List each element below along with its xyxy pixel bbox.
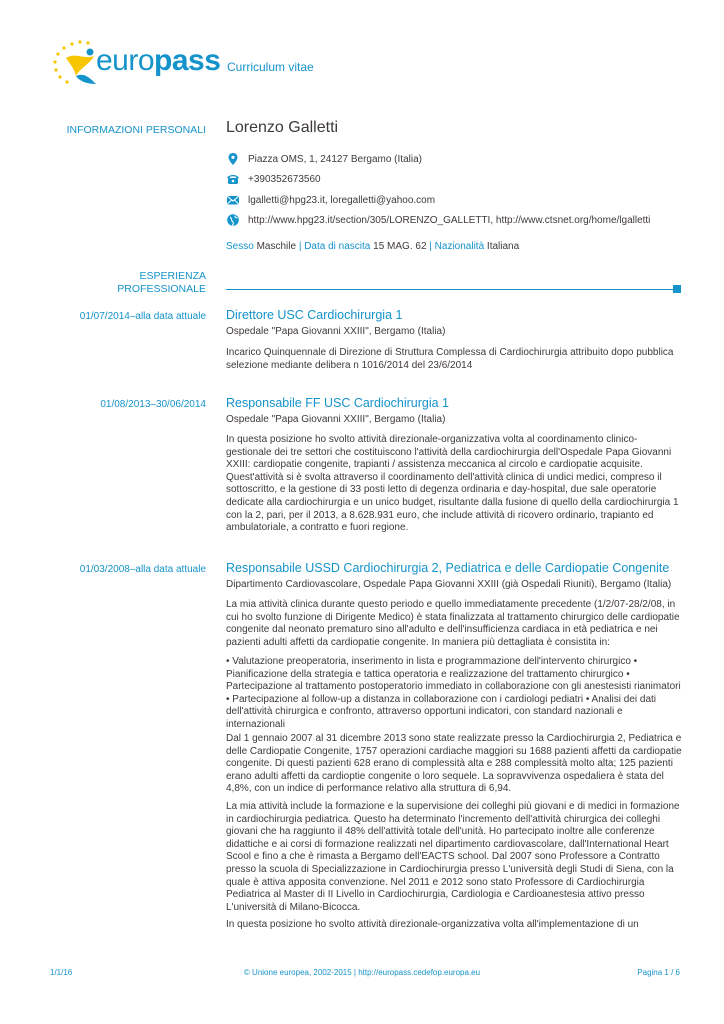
job-description: In questa posizione ho svolto attività direzionale-organizzativa volta al coordinamento clinico-gestionale dei tre settori che costituiscono l'attività della cardiochirurgia dell'Ospedale Papa Giovanni XXIII: cardiopatie congenite, trapianti / assistenza meccanica al circolo e cardiopatie acquisite. Quest'attività si è svolta attraverso il coordinamento dell'attività clinica di undici medici, compreso il sottoscritto, e la gestione di 33 posti letto di degenza ordinaria e day-hospital, due sale operatorie dedicate alla cardiochirurgia e un unico budget, risultante dalla fusione di quello della cardiochirurgia 1 con la 2, pari, per il 2013, a 8.628.931 euro, che include attività di ricovero ordinario, trapianto ed ambulatoriale, a contratto e fuori regione. [226,434,679,534]
job-title: Responsabile USSD Cardiochirurgia 2, Pediatrica e delle Cardiopatie Congenite [226,561,670,575]
section-label-line-2: PROFESSIONALE [117,283,206,295]
contact-phone [226,172,321,186]
job-description: Incarico Quinquennale di Direzione di Struttura Complessa di Cardiochirurgia attribuito dopo pubblica selezione mediante delibera n 1016/2014 del 23/6/2014 [226,347,674,371]
contact-email [226,193,435,207]
birth-value: 15 MAG. 62 [373,241,427,252]
footer-page-number: Pagina 1 / 6 [637,968,680,977]
job-dates: 01/03/2008–alla data attuale [79,564,206,575]
job-title: Responsabile FF USC Cardiochirurgia 1 [226,396,450,410]
sex-value: Maschile [256,241,297,252]
europass-wordmark [96,44,220,78]
contact-website [226,213,650,227]
person-name: Lorenzo Galletti [226,119,339,136]
job-title: Direttore USC Cardiochirurgia 1 [226,308,403,322]
address-text: Piazza OMS, 1, 24127 Bergamo (Italia) [248,153,422,165]
job-dates: 01/07/2014–alla data attuale [79,311,206,322]
footer-copyright: © Unione europea, 2002-2015 | http://europass.cedefop.europa.eu [243,968,481,977]
logo-text-bold: pass [154,44,221,77]
job-dates: 01/08/2013–30/06/2014 [100,399,206,410]
sex-label: Sesso [226,241,254,252]
job-employer: Ospedale "Papa Giovanni XXIII", Bergamo (Italia) [226,414,446,425]
section-label-personal: INFORMAZIONI PERSONALI [66,124,206,136]
job-description: In questa posizione ho svolto attività direzionale-organizzativa volta all'implementazione di un [226,919,639,930]
job-description: • Valutazione preoperatoria, inserimento in lista e programmazione dell'intervento chirurgico • Pianificazione della strategia e tattica operatoria e realizzazione del trattamento chirurgico • Partecipazione al trattamento postoperatorio immediato in collaborazione con gli anestesisti rianimatori • Partecipazione al follow-up a distanza in collaborazione con i cardiologi pediatri • Analisi dei dati dell'attività chirurgica e confronto, attraverso opportuni indicatori, con standard nazionali e internazionali [226,656,681,730]
footer-date: 1/1/16 [50,968,73,977]
job-description: La mia attività include la formazione e la supervisione dei colleghi più giovani e di medici in formazione in cardiochirurgia pediatrica. Questo ha determinato l'incremento dell'attività chirurgica dei colleghi giovani che ha raggiunto il 48% dell'attività totale dell'unità. Ho partecipato inoltre alle conferenze didattiche e ai corsi di formazione realizzati nel dipartimento cardiovascolare, dall'International Heart Scool e fino a che è rimasta a Bergamo dell'EACTS school. Dal 2007 sono Professore a Contratto presso la scuola di Specializzazione in Cardiochirurgia presso L'università degli Studi di Siena, con la quale è attiva apposita convenzione. Nel 2011 e 2012 sono stato Professore di Cardiochirurgia Pediatrica al Master di II Livello in Cardiochirurgia, Cardiologia e Cardioanestesia attivo presso L'università di Milano-Bicocca. [226,801,680,913]
logo-text-light: euro [96,44,155,77]
personal-details-line [226,241,519,252]
phone-text: +390352673560 [248,173,321,185]
job-description: Dal 1 gennaio 2007 al 31 dicembre 2013 sono state realizzate presso la Cardiochirurgia 2, Pediatrica e delle Cardiopatie Congenite, 1757 operazioni cardiache maggiori su 1688 pazienti affetti da cardiopatie congenite. Di questi pazienti 628 erano di complessità alta e 288 complessità molto alta; 125 pazienti erano adulti affetti da cardioptie congenite o loro sequele. La sopravvivenza ospedaliera è stata del 4,8%, con un indice di performance relativo alla struttura di 6,94. [226,733,682,795]
separator: | [426,241,435,252]
contact-address [226,152,422,166]
website-icon [226,213,240,227]
section-label-experience [117,270,206,296]
section-divider [226,289,678,290]
website-text[interactable]: http://www.hpg23.it/section/305/LORENZO_GALLETTI, http://www.ctsnet.org/home/lgalletti [248,214,651,226]
nationality-label: Nazionalità [434,241,485,252]
section-divider-marker [673,285,681,293]
phone-icon [226,172,240,186]
separator: | [296,241,305,252]
location-icon [226,152,240,166]
job-employer: Ospedale "Papa Giovanni XXIII", Bergamo (Italia) [226,326,446,337]
job-description: La mia attività clinica durante questo periodo e quello immediatamente precedente (1/2/07-28/2/08, in cui ho svolto funzione di Dirigente Medico) è stata finalizzata al trattamento chirurgico delle cardiopatie congenite dal neonato prematuro sino all'adulto e dell'insufficienza cardiaca in età pediatrica e nei pazienti adulti affetti da cardiopatie congenite. In maniera più dettagliata è consistita in: [226,599,680,648]
email-text[interactable]: lgalletti@hpg23.it, loregalletti@yahoo.com [248,194,436,206]
nationality-value: Italiana [486,241,520,252]
birth-label: Data di nascita [304,241,371,252]
document-title: Curriculum vitae [227,60,314,74]
job-employer: Dipartimento Cardiovascolare, Ospedale Papa Giovanni XXIII (già Ospedali Riuniti), Bergamo (Italia) [226,579,672,590]
section-label-line-1: ESPERIENZA [139,270,206,282]
email-icon [226,193,240,207]
